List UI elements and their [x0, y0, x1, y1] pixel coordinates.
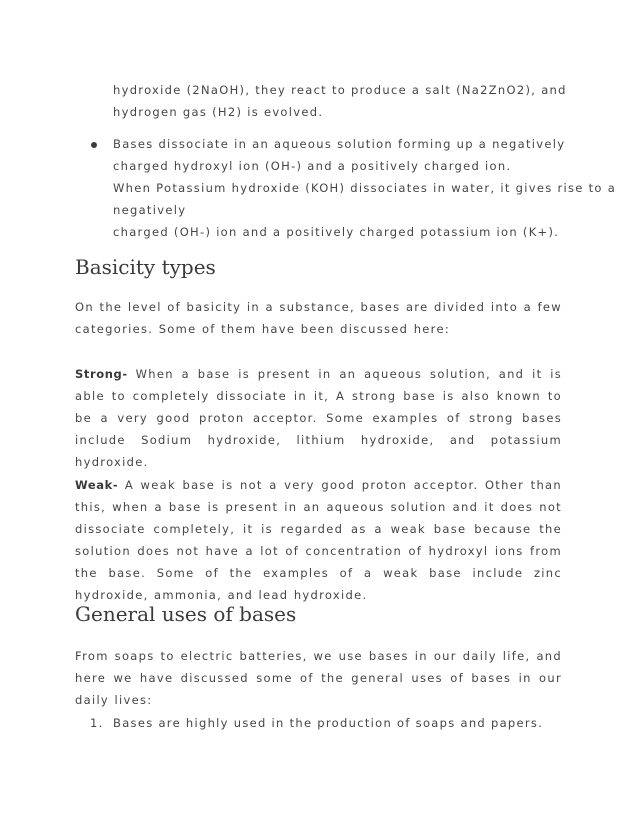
- intro-continuation-line-1: hydroxide (2NaOH), they react to produce a salt (Na2ZnO2), and: [113, 83, 567, 97]
- list-item-number: 1.: [90, 716, 104, 730]
- weak-text: A weak base is not a very good proton acceptor. Other than this, when a base is present in an aqueous solution and it does not dissociate completely, it is regarded as a weak base because the solution does not have a lot of concentration of hydroxyl ions from the base. Some of the examples of a weak base include zinc hydroxide, ammonia, and lead hydroxide.: [75, 478, 562, 602]
- uses-heading: General uses of bases: [75, 602, 297, 626]
- bullet-line-5: charged (OH-) ion and a positively charged potassium ion (K+).: [113, 225, 560, 239]
- bullet-line-1: Bases dissociate in an aqueous solution forming up a negatively: [113, 137, 566, 151]
- strong-text: When a base is present in an aqueous solution, and it is able to completely dissociate in it, A strong base is also known to be a very good proton acceptor. Some examples of strong bases include Sodium hydroxide, lithium hydroxide, and potassium hydroxide.: [75, 367, 562, 469]
- basicity-intro: On the level of basicity in a substance, bases are divided into a few categories. Some of them have been discussed here:: [75, 300, 562, 336]
- basicity-heading: Basicity types: [75, 255, 216, 279]
- bullet-line-4: negatively: [113, 203, 187, 217]
- bullet-line-2: charged hydroxyl ion (OH-) and a positively charged ion.: [113, 159, 512, 173]
- bullet-icon: [91, 142, 97, 148]
- strong-label: Strong-: [75, 367, 128, 381]
- weak-paragraph: [75, 474, 562, 606]
- intro-continuation-line-2: hydrogen gas (H2) is evolved.: [113, 105, 324, 119]
- bullet-line-3: When Potassium hydroxide (KOH) dissociates in water, it gives rise to a: [113, 181, 617, 195]
- uses-intro: From soaps to electric batteries, we use bases in our daily life, and here we have discussed some of the general uses of bases in our daily lives:: [75, 649, 562, 707]
- weak-label: Weak-: [75, 478, 119, 492]
- list-item-text: Bases are highly used in the production of soaps and papers.: [113, 716, 544, 730]
- strong-paragraph: [75, 363, 562, 473]
